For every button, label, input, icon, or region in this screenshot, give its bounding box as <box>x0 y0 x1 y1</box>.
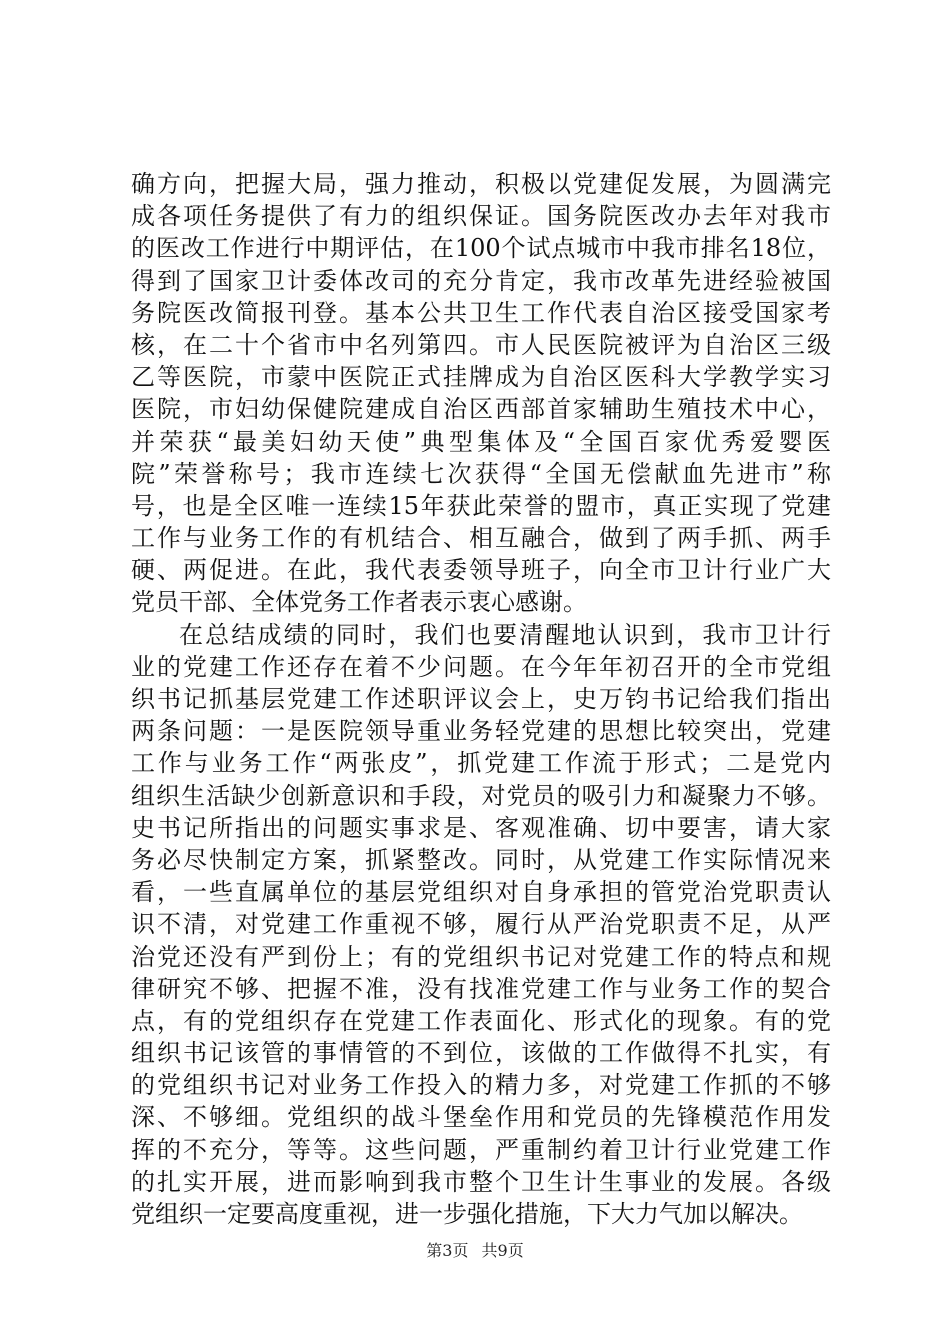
text-line: 务必尽快制定方案，抓紧整改。同时，从党建工作实际情况来 <box>131 845 831 874</box>
text-line: 的扎实开展，进而影响到我市整个卫生计生事业的发展。各级 <box>131 1167 831 1196</box>
text-line: 史书记所指出的问题实事求是、客观准确、切中要害，请大家 <box>131 813 831 842</box>
text-line: 业的党建工作还存在着不少问题。在今年年初召开的全市党组 <box>131 652 831 681</box>
text-line: 的医改工作进行中期评估，在100个试点城市中我市排名18位， <box>131 234 831 263</box>
text-line: 点，有的党组织存在党建工作表面化、形式化的现象。有的党 <box>131 1006 831 1035</box>
text-line: 党组织一定要高度重视，进一步强化措施，下大力气加以解决。 <box>131 1200 803 1228</box>
text-line: 识不清，对党建工作重视不够，履行从严治党职责不足，从严 <box>131 910 831 939</box>
page-total: 共9页 <box>481 1241 524 1260</box>
text-line: 核，在二十个省市中名列第四。市人民医院被评为自治区三级 <box>131 330 831 359</box>
text-line: 务院医改简报刊登。基本公共卫生工作代表自治区接受国家考 <box>131 298 831 327</box>
text-line: 治党还没有严到份上；有的党组织书记对党建工作的特点和规 <box>131 942 831 971</box>
text-line: 乙等医院，市蒙中医院正式挂牌成为自治区医科大学教学实习 <box>131 363 831 392</box>
text-line: 医院，市妇幼保健院建成自治区西部首家辅助生殖技术中心， <box>131 395 831 424</box>
text-line: 号，也是全区唯一连续15年获此荣誉的盟市，真正实现了党建 <box>131 491 831 520</box>
text-line: 并荣获“最美妇幼天使”典型集体及“全国百家优秀爱婴医 <box>131 427 831 456</box>
text-line: 挥的不充分，等等。这些问题，严重制约着卫计行业党建工作 <box>131 1135 831 1164</box>
page-number: 第3页 <box>426 1241 469 1260</box>
text-line: 工作与业务工作的有机结合、相互融合，做到了两手抓、两手 <box>131 524 831 553</box>
text-line: 两条问题：一是医院领导重业务轻党建的思想比较突出，党建 <box>131 717 831 746</box>
text-line: 的党组织书记对业务工作投入的精力多，对党建工作抓的不够 <box>131 1071 831 1100</box>
body-text <box>131 168 831 1230</box>
text-line: 硬、两促进。在此，我代表委领导班子，向全市卫计行业广大 <box>131 556 831 585</box>
text-line: 工作与业务工作“两张皮”，抓党建工作流于形式；二是党内 <box>131 749 831 778</box>
text-line: 深、不够细。党组织的战斗堡垒作用和党员的先锋模范作用发 <box>131 1103 831 1132</box>
text-line: 确方向，把握大局，强力推动，积极以党建促发展，为圆满完 <box>131 170 831 198</box>
page-footer <box>0 1241 950 1261</box>
text-line: 织书记抓基层党建工作述职评议会上，史万钧书记给我们指出 <box>131 685 831 713</box>
paragraph-start-line: 在总结成绩的同时，我们也要清醒地认识到，我市卫计行 <box>179 620 831 649</box>
paragraph-end-line: 党员干部、全体党务工作者表示衷心感谢。 <box>131 588 587 617</box>
text-line: 组织书记该管的事情管的不到位，该做的工作做得不扎实，有 <box>131 1039 831 1068</box>
text-line: 得到了国家卫计委体改司的充分肯定，我市改革先进经验被国 <box>131 266 831 295</box>
text-line: 律研究不够、把握不准，没有找准党建工作与业务工作的契合 <box>131 974 831 1003</box>
text-line: 院”荣誉称号；我市连续七次获得“全国无偿献血先进市”称 <box>131 459 831 488</box>
text-line: 组织生活缺少创新意识和手段，对党员的吸引力和凝聚力不够。 <box>131 781 831 810</box>
text-line: 看，一些直属单位的基层党组织对自身承担的管党治党职责认 <box>131 878 831 907</box>
text-line: 成各项任务提供了有力的组织保证。国务院医改办去年对我市 <box>131 202 831 231</box>
